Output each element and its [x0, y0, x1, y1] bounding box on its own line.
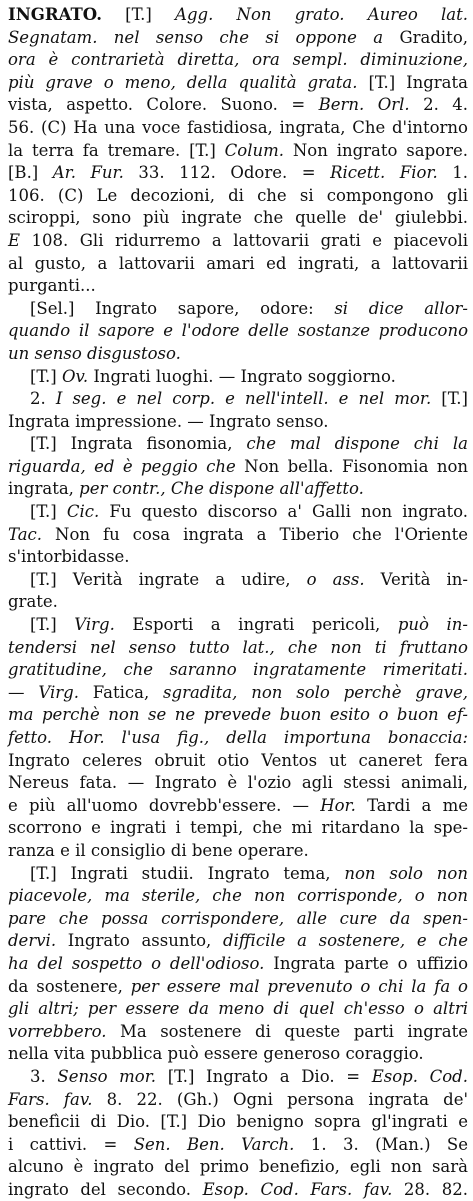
- italic-text: sgradita, non solo perchè grave,: [163, 682, 468, 702]
- text-line: [8, 930, 468, 953]
- text-line: [8, 817, 468, 840]
- text-line: [8, 320, 468, 343]
- italic-text: Esop. Cod. Fars. fav.: [202, 1179, 393, 1199]
- text-segment: [T.] Ingrato a Dio. =: [156, 1066, 372, 1086]
- text-segment: ingrata,: [8, 479, 80, 499]
- italic-text: pare che possa corrispondere, alle cure da spen-: [8, 908, 468, 928]
- text-segment: ranza e il consiglio di bene operare.: [8, 840, 309, 860]
- italic-text: gli altri; per essere da meno di quel ch'esso o altri: [8, 999, 468, 1019]
- italic-text: dervi.: [8, 931, 57, 951]
- text-line: [8, 253, 468, 276]
- italic-text: Ar. Fur.: [52, 163, 124, 183]
- text-segment: ingrato del secondo.: [8, 1179, 203, 1199]
- text-segment: [Sel.] Ingrato sapore, odore:: [30, 298, 335, 318]
- text-line: [8, 1043, 468, 1066]
- italic-text: per essere mal prevenuto o chi la fa o: [130, 976, 468, 996]
- italic-text: Bern. Orl.: [318, 95, 410, 115]
- text-segment: —: [8, 682, 39, 702]
- text-segment: [T.] Ingrata fisonomia,: [30, 434, 247, 454]
- italic-text: Virg.: [38, 682, 79, 702]
- text-line: [8, 591, 468, 614]
- text-line: [8, 117, 468, 140]
- italic-text: gratitudine, che saranno ingratamente rimeritati.: [8, 660, 468, 680]
- text-segment: Ingrato assunto,: [56, 931, 224, 951]
- text-line: [8, 456, 468, 479]
- text-line: [8, 207, 468, 230]
- text-line: [8, 27, 468, 50]
- text-segment: e più all'uomo dovrebb'essere. —: [8, 795, 321, 815]
- text-segment: [T.] Ingrata: [357, 72, 468, 92]
- text-line: [8, 298, 468, 321]
- text-line: [8, 772, 468, 795]
- text-segment: [T.]: [30, 502, 67, 522]
- italic-text: Fars. fav.: [8, 1089, 93, 1109]
- text-line: [8, 569, 468, 592]
- text-segment: Ingrato celeres obruit otio Ventos ut caneret fera: [8, 750, 468, 770]
- text-segment: 33. 112. Odore. =: [123, 163, 331, 183]
- text-line: [8, 546, 468, 569]
- text-line: [8, 659, 468, 682]
- text-segment: Ma sostenere di queste parti ingrate: [106, 1021, 468, 1041]
- text-line: [8, 1134, 468, 1157]
- text-line: [8, 411, 468, 434]
- italic-text: ha del sospetto o dell'odioso.: [8, 953, 265, 973]
- text-segment: Nereus fata. — Ingrato è l'ozio agli stessi animali,: [8, 773, 468, 793]
- text-line: [8, 1066, 468, 1089]
- text-line: [8, 230, 468, 253]
- text-segment: Non fu cosa ingrata a Tiberio che l'Oriente: [42, 524, 468, 544]
- text-line: [8, 4, 468, 27]
- italic-text: Colum.: [224, 140, 285, 160]
- text-line: [8, 908, 468, 931]
- dictionary-entry-ingrato: [8, 4, 468, 1201]
- text-segment: grate.: [8, 592, 58, 612]
- italic-text: Ricett. Fior.: [330, 163, 438, 183]
- text-line: [8, 433, 468, 456]
- italic-text: fetto. Hor. l'usa fig., della importuna bonaccia:: [8, 728, 468, 747]
- text-segment: 56. (C) Ha una voce fastidiosa, ingrata, Che d'intorno: [8, 117, 468, 137]
- text-line: [8, 1021, 468, 1044]
- text-segment: [T.]: [431, 389, 468, 409]
- italic-text: ma perchè non se ne prevede buon esito o buon ef-: [8, 705, 468, 725]
- text-line: [8, 795, 468, 818]
- headword: INGRATO.: [8, 5, 102, 24]
- italic-text: che mal dispone chi la: [246, 434, 468, 454]
- text-line: [8, 72, 468, 95]
- text-segment: nella vita pubblica può essere generoso coraggio.: [8, 1044, 424, 1064]
- text-line: [8, 94, 468, 117]
- italic-text: Sen. Ben. Varch.: [133, 1134, 295, 1154]
- italic-text: Ov.: [61, 366, 89, 386]
- text-line: [8, 637, 468, 660]
- text-segment: 28. 82.: [392, 1179, 468, 1199]
- text-segment: sciroppi, sono più ingrate che quelle de' giulebbi.: [8, 208, 468, 228]
- italic-text: Tac.: [8, 524, 43, 544]
- text-line: [8, 524, 468, 547]
- text-line: [8, 614, 468, 637]
- text-line: [8, 840, 468, 863]
- text-segment: i cattivi. =: [8, 1134, 134, 1154]
- italic-text: difficile a sostenere, e che: [223, 931, 468, 951]
- text-line: [8, 1089, 468, 1112]
- text-segment: la terra fa tremare. [T.]: [8, 140, 225, 160]
- italic-text: Hor.: [320, 795, 356, 815]
- text-line: [8, 478, 468, 501]
- italic-text: piacevole, ma sterile, che non corrisponde, o non: [8, 886, 468, 906]
- text-segment: s'intorbidasse.: [8, 547, 130, 567]
- text-line: [8, 863, 468, 886]
- text-line: [8, 388, 468, 411]
- text-segment: Esporti a ingrati pericoli,: [114, 615, 398, 635]
- italic-text: Segnatam. nel senso che si oppone a: [8, 27, 400, 47]
- text-segment: scorrono e ingrati i tempi, che mi ritardano la spe-: [8, 818, 468, 838]
- text-line: [8, 976, 468, 999]
- text-segment: 1. 3. (Man.) Se: [294, 1134, 469, 1154]
- text-segment: Verità in-: [364, 569, 468, 589]
- italic-text: Esop. Cod.: [371, 1066, 468, 1086]
- text-segment: 106. (C) Le decozioni, di che si compongono gli: [8, 185, 468, 205]
- text-segment: da sostenere,: [8, 976, 131, 996]
- text-segment: [B.]: [8, 163, 53, 183]
- text-segment: [T.] Ingrati studii. Ingrato tema,: [30, 863, 345, 883]
- text-segment: 2. 4.: [409, 95, 468, 115]
- text-line: [8, 49, 468, 72]
- italic-text: Senso mor.: [57, 1066, 157, 1086]
- text-line: [8, 1156, 468, 1179]
- italic-text: si dice allor-: [334, 298, 468, 318]
- italic-text: riguarda, ed è peggio che: [8, 456, 236, 476]
- text-segment: Ingrati luoghi. — Ingrato soggiorno.: [88, 366, 396, 386]
- text-segment: [T.]: [30, 366, 62, 386]
- text-line: [8, 885, 468, 908]
- text-segment: [T.]: [101, 5, 176, 24]
- italic-text: I seg. e nel corp. e nell'intell. e nel mor.: [55, 389, 432, 409]
- text-line: [8, 953, 468, 976]
- text-line: [8, 998, 468, 1021]
- text-line: [8, 162, 468, 185]
- italic-text: per contr., Che dispone all'affetto.: [79, 479, 364, 499]
- text-line: [8, 750, 468, 773]
- text-line: [8, 727, 468, 750]
- text-segment: Ingrata impressione. — Ingrato senso.: [8, 411, 329, 431]
- text-segment: Gradito,: [399, 27, 468, 47]
- text-segment: [T.] Verità ingrate a udire,: [30, 569, 307, 589]
- italic-text: vorrebbero.: [8, 1021, 107, 1041]
- text-segment: Fatica,: [78, 682, 164, 702]
- text-segment: 8. 22. (Gh.) Ogni persona ingrata de': [92, 1089, 468, 1109]
- text-line: [8, 275, 468, 298]
- italic-text: può in-: [397, 615, 468, 635]
- text-line: [8, 1179, 468, 1201]
- text-segment: Fu questo discorso a' Galli non ingrato.: [99, 502, 468, 522]
- text-segment: 108. Gli ridurremo a lattovarii grati e piacevoli: [20, 230, 468, 250]
- text-segment: purganti...: [8, 276, 96, 296]
- text-segment: Ingrata parte o uffizio: [264, 953, 469, 973]
- text-line: [8, 366, 468, 389]
- italic-text: Cic.: [66, 502, 100, 522]
- text-segment: al gusto, a lattovarii amari ed ingrati, a lattovarii: [8, 253, 468, 273]
- text-segment: 3.: [30, 1066, 58, 1086]
- italic-text: ora è contrarietà diretta, ora sempl. diminuzione,: [8, 50, 468, 70]
- text-line: [8, 1111, 468, 1134]
- italic-text: E: [8, 230, 21, 250]
- italic-text: Agg. Non grato. Aureo lat.: [175, 5, 468, 24]
- italic-text: tendersi nel senso tutto lat., che non ti fruttano: [8, 637, 468, 657]
- italic-text: un senso disgustoso.: [8, 343, 181, 363]
- italic-text: quando il sapore e l'odore delle sostanze producono: [8, 321, 468, 341]
- text-line: [8, 343, 468, 366]
- text-line: [8, 682, 468, 705]
- text-segment: [T.]: [30, 615, 75, 635]
- italic-text: più grave o meno, della qualità grata.: [8, 72, 358, 92]
- text-line: [8, 140, 468, 163]
- text-segment: 1.: [437, 163, 469, 183]
- italic-text: non solo non: [344, 863, 468, 883]
- text-segment: Tardi a me: [355, 795, 468, 815]
- text-line: [8, 704, 468, 727]
- text-segment: benefìcii di Dio. [T.] Dio benigno sopra gl'ingrati e: [8, 1112, 468, 1132]
- text-segment: Non bella. Fisonomia non: [235, 456, 469, 476]
- italic-text: o ass.: [306, 569, 365, 589]
- text-segment: vista, aspetto. Colore. Suono. =: [8, 95, 319, 115]
- text-segment: 2.: [30, 389, 56, 409]
- text-line: [8, 501, 468, 524]
- text-line: [8, 185, 468, 208]
- text-segment: Non ingrato sapore.: [284, 140, 468, 160]
- italic-text: Virg.: [74, 615, 115, 635]
- text-segment: alcuno è ingrato del primo benefizio, egli non sarà: [8, 1157, 468, 1177]
